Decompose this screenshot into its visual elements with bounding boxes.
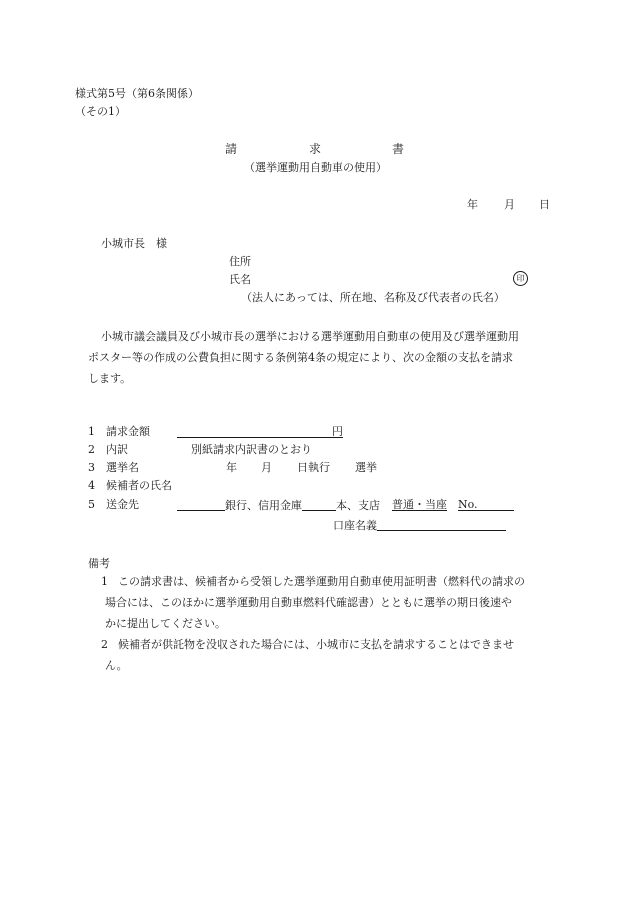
body-line-2: ポスター等の作成の公費負担に関する条例第4条の規定により、次の金額の支払を請求 [88, 351, 513, 364]
addressee: 小城市長 様 [101, 237, 167, 250]
remittance-line [177, 498, 514, 511]
remark-1-line-1: この請求書は、候補者から受領した選挙運動用自動車使用証明書（燃料代の請求の [118, 575, 525, 588]
item-2-label: 内訳 [106, 443, 128, 456]
account-number-label: No. [458, 498, 478, 511]
body-line-1: 小城市議会議員及び小城市長の選挙における選挙運動用自動車の使用及び選挙運動用 [101, 330, 519, 343]
body-line-3: します。 [88, 372, 132, 385]
item-3-number: 3 [88, 461, 95, 474]
form-subnumber: （その1） [75, 105, 126, 118]
account-holder-label: 口座名義 [333, 519, 377, 532]
remark-1-line-2: 場合には、このほかに選挙運動用自動車燃料代確認書）とともに選挙の期日後速や [105, 596, 512, 609]
form-number: 様式第5号（第6条関係） [75, 87, 199, 100]
item-5-label: 送金先 [106, 498, 139, 511]
item-1-label: 請求金額 [106, 425, 150, 438]
account-holder-field [333, 518, 506, 531]
item-1-number: 1 [88, 425, 95, 438]
account-type: 普通・当座 [392, 498, 447, 511]
branch-name-blank [302, 498, 336, 511]
remark-1-line-3: かに提出してください。 [105, 617, 226, 630]
corporate-note: （法人にあっては、所在地、名称及び代表者の氏名） [241, 291, 505, 304]
title-char-3: 書 [392, 142, 405, 156]
account-number-blank [478, 498, 514, 511]
title-char-1: 請 [225, 142, 238, 156]
item-4-number: 4 [88, 479, 95, 492]
amount-unit: 円 [332, 425, 343, 438]
remark-1-number: 1 [101, 575, 108, 588]
remark-2-line-1: 候補者が供託物を没収された場合には、小城市に支払を請求することはできませ [118, 638, 514, 651]
amount-blank [177, 425, 332, 438]
remarks-heading: 備考 [88, 557, 110, 570]
seal-mark: 印 [513, 271, 528, 286]
item-5-number: 5 [88, 498, 95, 511]
date-day: 日 [539, 198, 550, 211]
address-label: 住所 [229, 255, 251, 268]
date-month: 月 [504, 198, 515, 211]
title-char-2: 求 [309, 142, 322, 156]
subtitle: （選挙運動用自動車の使用） [244, 161, 387, 174]
election-day: 日執行 [297, 461, 330, 474]
remark-2-number: 2 [101, 638, 108, 651]
bank-type: 銀行、信用金庫 [225, 499, 302, 512]
election-name: 選挙 [355, 461, 377, 474]
item-2-value: 別紙請求内訳書のとおり [191, 443, 312, 456]
item-4-label: 候補者の氏名 [106, 479, 172, 492]
branch-type: 本、支店 [336, 499, 380, 512]
item-2-number: 2 [88, 443, 95, 456]
name-label: 氏名 [229, 273, 251, 286]
election-month: 月 [261, 461, 272, 474]
item-3-label: 選挙名 [106, 461, 139, 474]
amount-field [177, 425, 343, 438]
account-holder-blank [377, 518, 506, 531]
date-year: 年 [467, 198, 478, 211]
election-year: 年 [226, 461, 237, 474]
remark-2-line-2: ん。 [105, 659, 128, 672]
bank-name-blank [177, 498, 225, 511]
